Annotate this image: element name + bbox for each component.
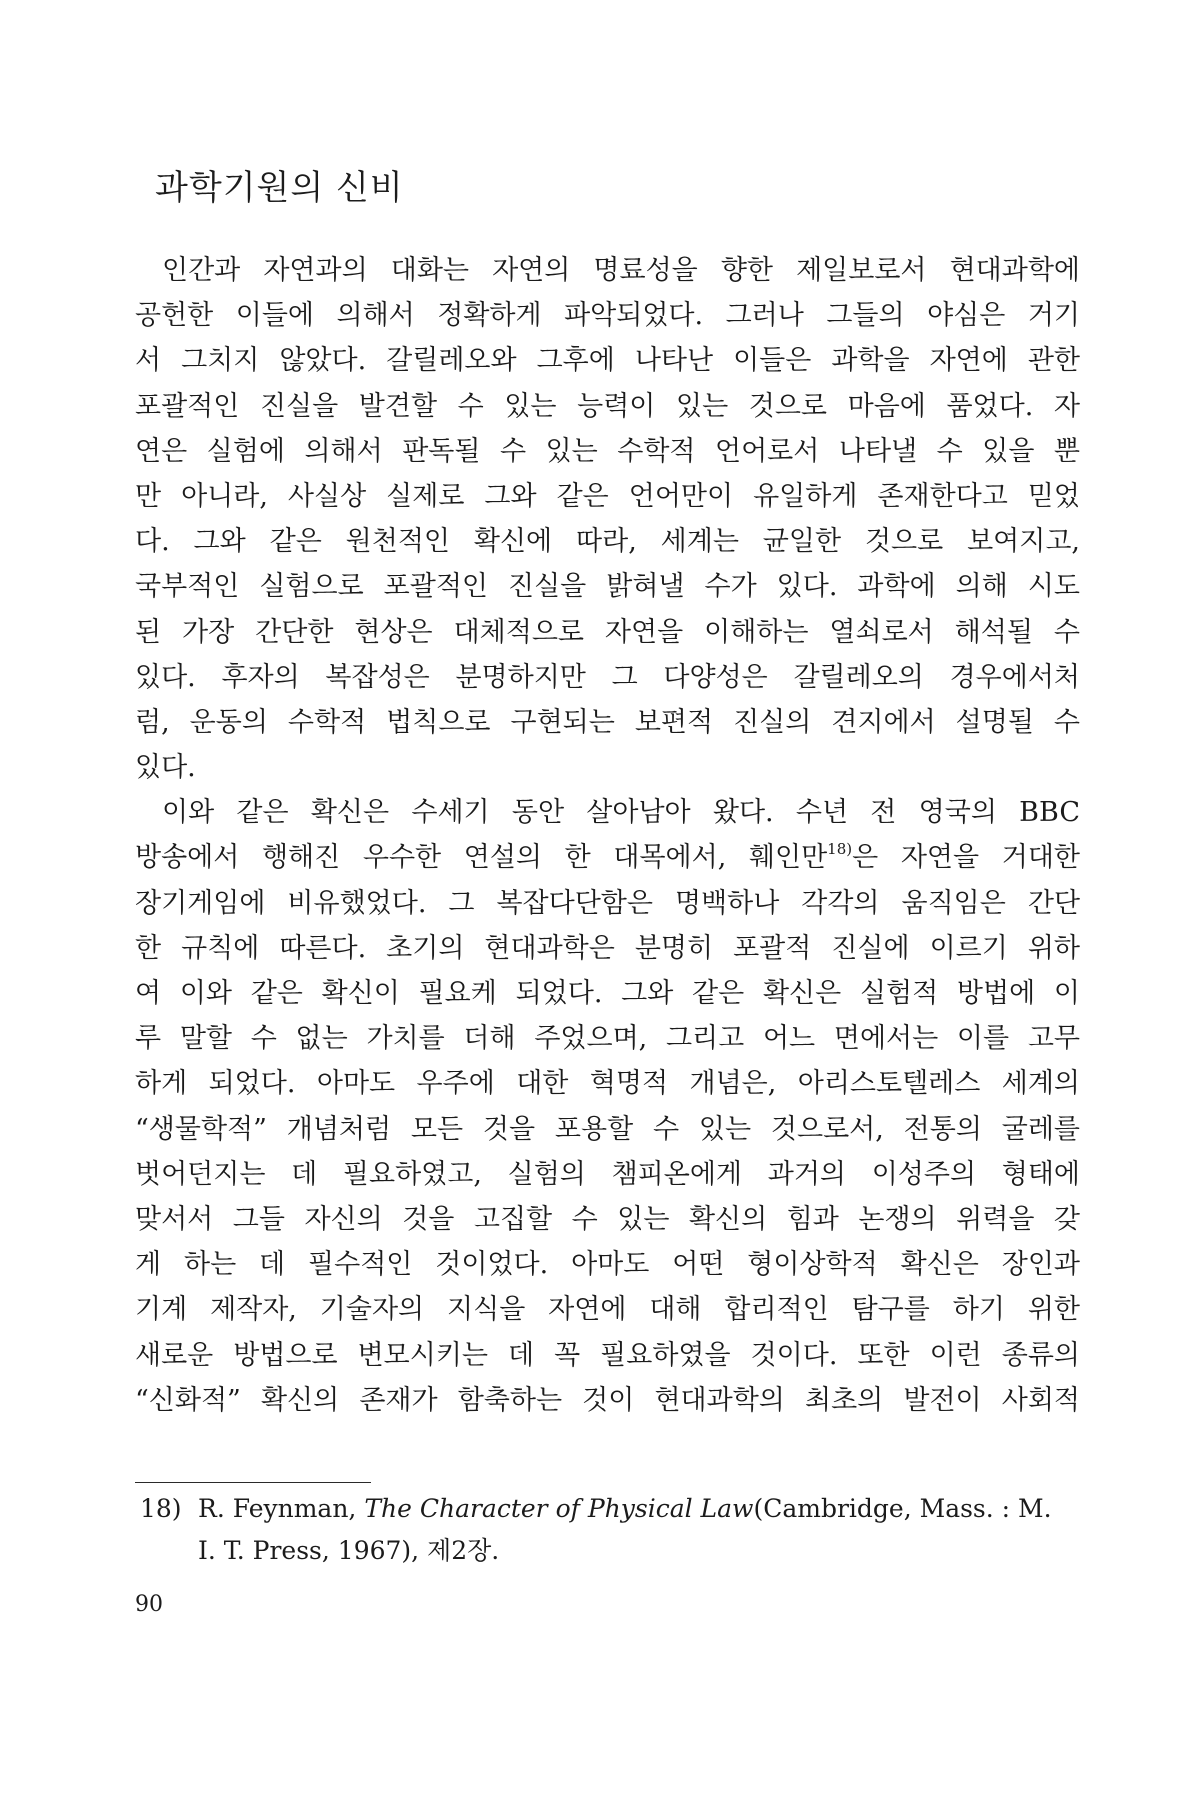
footnote-number: 18): [140, 1494, 182, 1523]
footnote-publisher: (Cambridge, Mass. : M.: [753, 1494, 1052, 1523]
text-line: 장기게임에 비유했었다. 그 복잡다단함은 명백하나 각각의 움직임은 간단: [135, 887, 1080, 919]
text-line: 국부적인 실험으로 포괄적인 진실을 밝혀낼 수가 있다. 과학에 의해 시도: [135, 571, 1080, 603]
text-line: 공헌한 이들에 의해서 정확하게 파악되었다. 그러나 그들의 야심은 거기: [135, 300, 1080, 332]
text-line: 만 아니라, 사실상 실제로 그와 같은 언어만이 유일하게 존재한다고 믿었: [135, 480, 1080, 512]
running-head: 과학기원의 신비: [155, 168, 404, 208]
footnote-author: R. Feynman,: [198, 1494, 357, 1523]
text-line: 맞서서 그들 자신의 것을 고집할 수 있는 확신의 힘과 논쟁의 위력을 갖: [135, 1203, 1080, 1235]
text-line: 새로운 방법으로 변모시키는 데 꼭 필요하였을 것이다. 또한 이런 종류의: [135, 1339, 1080, 1371]
body-text: [135, 248, 1080, 1423]
text-line: 서 그치지 않았다. 갈릴레오와 그후에 나타난 이들은 과학을 자연에 관한: [135, 345, 1080, 377]
text-line: 게 하는 데 필수적인 것이었다. 아마도 어떤 형이상학적 확신은 장인과: [135, 1249, 1080, 1281]
text-line: 다. 그와 같은 원천적인 확신에 따라, 세계는 균일한 것으로 보여지고,: [135, 526, 1080, 558]
footnote-divider: [135, 1482, 371, 1483]
text-line: 인간과 자연과의 대화는 자연의 명료성을 향한 제일보로서 현대과학에: [162, 255, 1080, 286]
page-number: 90: [135, 1592, 163, 1617]
text-line: 럼, 운동의 수학적 법칙으로 구현되는 보편적 진실의 견지에서 설명될 수: [135, 706, 1080, 738]
text-line: 벗어던지는 데 필요하였고, 실험의 챔피온에게 과거의 이성주의 형태에: [135, 1158, 1080, 1190]
text-segment: 은 자연을 거대한: [852, 842, 1080, 874]
text-line: 연은 실험에 의해서 판독될 수 있는 수학적 언어로서 나타낼 수 있을 뿐: [135, 435, 1080, 467]
text-line: 있다.: [135, 752, 196, 784]
footnote-line: I. T. Press, 1967), 제2장.: [198, 1536, 500, 1565]
text-line: “생물학적” 개념처럼 모든 것을 포용할 수 있는 것으로서, 전통의 굴레를: [135, 1113, 1080, 1145]
text-line: 여 이와 같은 확신이 필요케 되었다. 그와 같은 확신은 실험적 방법에 이: [135, 978, 1080, 1009]
text-line: 기계 제작자, 기술자의 지식을 자연에 대해 합리적인 탐구를 하기 위한: [135, 1294, 1080, 1326]
text-segment: 방송에서 행해진 우수한 연설의 한 대목에서, 훼인만: [135, 842, 828, 874]
footnote-line: [140, 1488, 1080, 1530]
text-line: 한 규칙에 따른다. 초기의 현대과학은 분명히 포괄적 진실에 이르기 위하: [135, 932, 1080, 964]
footnote: [140, 1488, 1080, 1572]
text-line: 있다. 후자의 복잡성은 분명하지만 그 다양성은 갈릴레오의 경우에서처: [135, 661, 1080, 693]
text-line-with-footnote-ref: [135, 835, 1080, 880]
text-line: 포괄적인 진실을 발견할 수 있는 능력이 있는 것으로 마음에 품었다. 자: [135, 390, 1080, 422]
text-line: 루 말할 수 없는 가치를 더해 주었으며, 그리고 어느 면에서는 이를 고무: [135, 1023, 1080, 1055]
text-line: 하게 되었다. 아마도 우주에 대한 혁명적 개념은, 아리스토텔레스 세계의: [135, 1068, 1080, 1100]
footnote-title: The Character of Physical Law: [364, 1494, 754, 1523]
text-line: 이와 같은 확신은 수세기 동안 살아남아 왔다. 수년 전 영국의 BBC: [162, 797, 1080, 829]
footnote-reference[interactable]: 18): [827, 840, 853, 859]
text-line: 된 가장 간단한 현상은 대체적으로 자연을 이해하는 열쇠로서 해석될 수: [135, 616, 1080, 648]
text-line: “신화적” 확신의 존재가 함축하는 것이 현대과학의 최초의 발전이 사회적: [135, 1384, 1080, 1416]
